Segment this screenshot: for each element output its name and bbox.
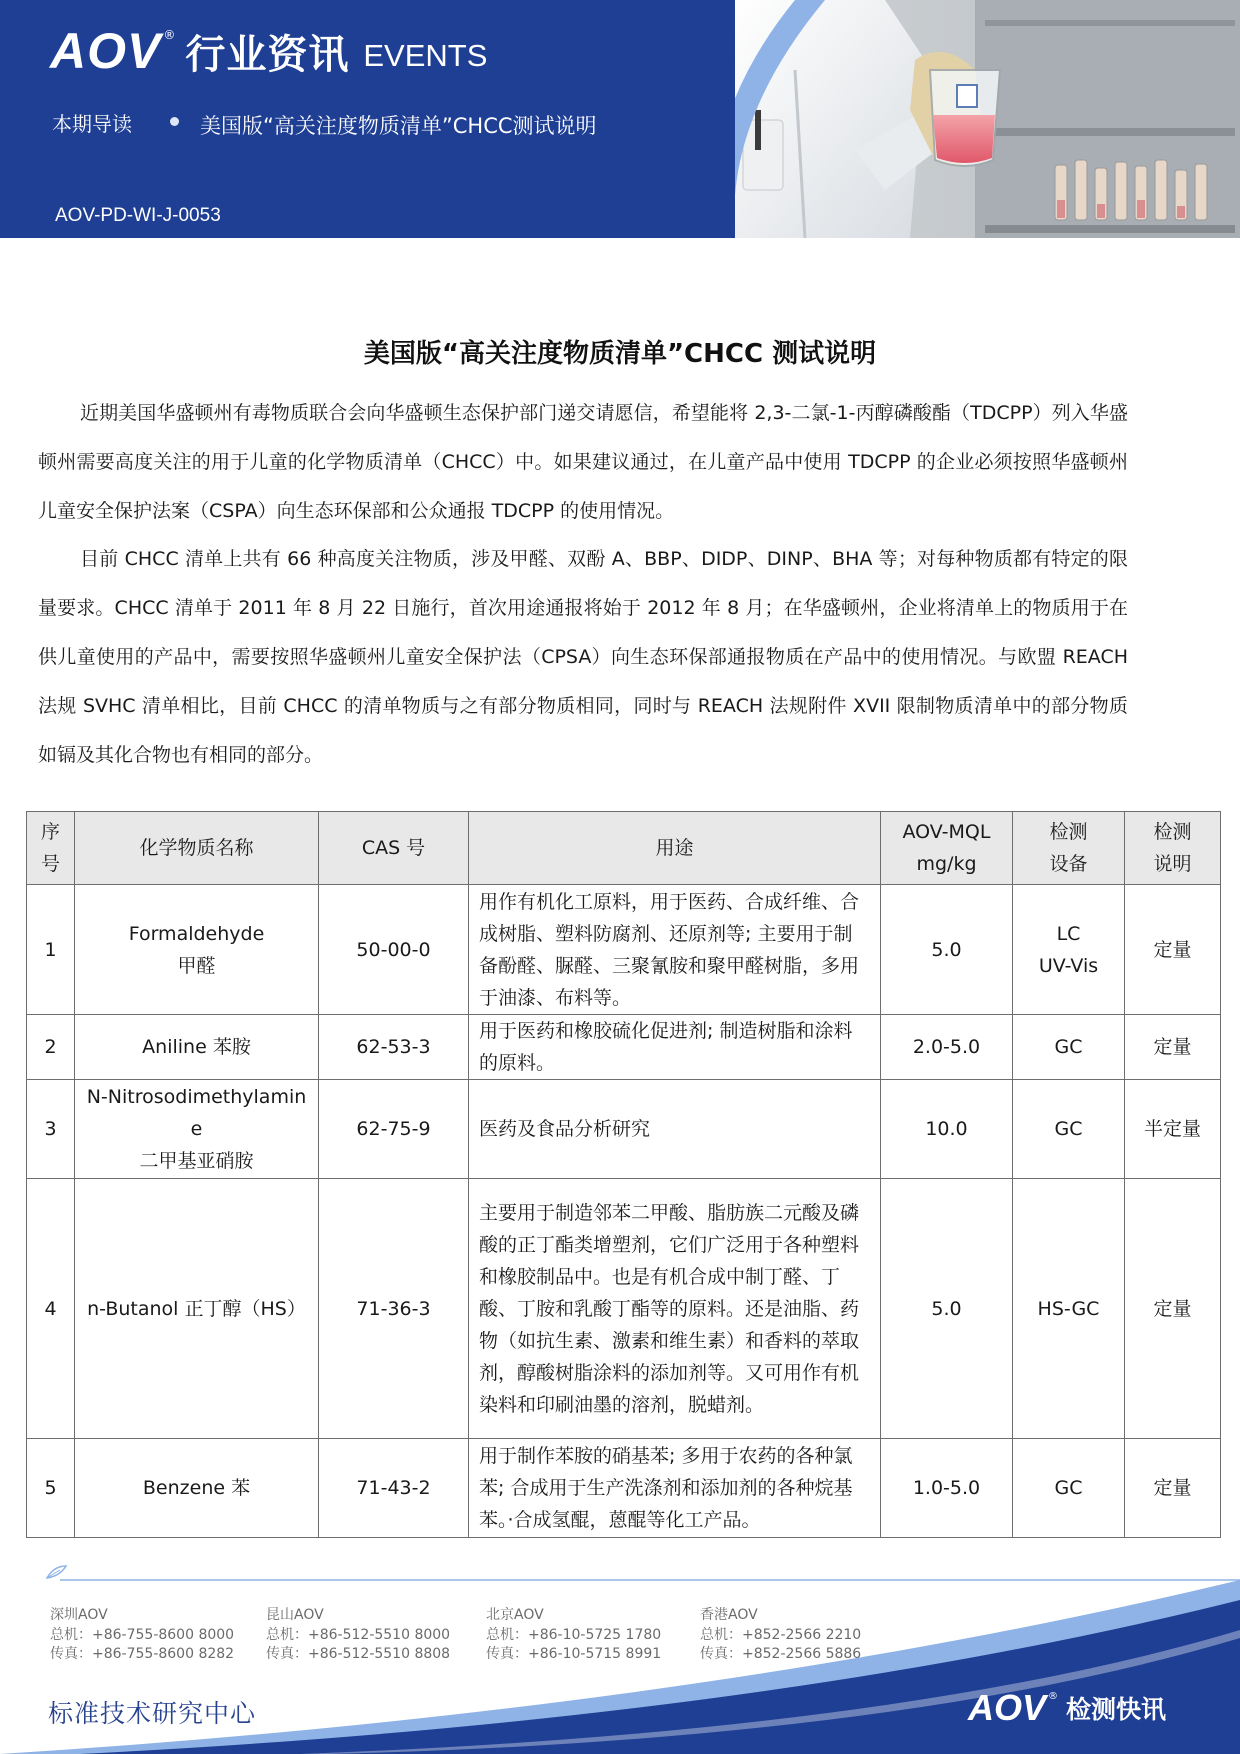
- office-fax: 传真：+86-512-5510 8808: [266, 1646, 451, 1662]
- row-name: [75, 885, 319, 1015]
- table-row: [27, 1179, 1221, 1439]
- substance-table: [26, 811, 1221, 1538]
- office-phone: 总机：+86-10-5725 1780: [486, 1626, 662, 1643]
- row-device-line1: LC: [1056, 922, 1081, 945]
- row-no: 5: [27, 1439, 75, 1538]
- row-note: 定量: [1125, 885, 1221, 1015]
- bullet-icon: [170, 117, 179, 126]
- office-fax: 传真：+86-755-8600 8282: [50, 1646, 235, 1662]
- article-paragraph-1: 近期美国华盛顿州有毒物质联合会向华盛顿生态保护部门递交请愿信，希望能将 2,3-二氯-1-丙醇磷酸酯（TDCPP）列入华盛顿州需要高度关注的用于儿童的化学物质清单（CHCC）中。如果建议通过，在儿童产品中使用 TDCPP 的企业必须按照华盛顿州儿童安全保护法案（CSPA）向生态环保部和公众通报 TDCPP 的使用情况。: [38, 402, 1128, 522]
- row-name: Benzene 苯: [75, 1439, 319, 1538]
- header-banner: [0, 0, 1240, 238]
- row-device-line2: UV-Vis: [1038, 954, 1099, 977]
- row-no: 3: [27, 1080, 75, 1179]
- registered-mark: ®: [163, 28, 176, 42]
- article-title: 美国版“高关注度物质清单”CHCC 测试说明: [363, 339, 877, 369]
- footer-registered-mark: ®: [1048, 1690, 1059, 1702]
- row-name: [75, 1080, 319, 1179]
- lead-item: 美国版“高关注度物质清单”CHCC测试说明: [200, 114, 597, 138]
- header-note: [1125, 812, 1221, 885]
- lead-label: 本期导读: [52, 112, 132, 136]
- row-name-line3: 二甲基亚硝胺: [139, 1150, 254, 1172]
- office-fax: 传真：+86-10-5715 8991: [486, 1646, 662, 1662]
- row-cas: 50-00-0: [319, 885, 469, 1015]
- header-mql-line2: mg/kg: [916, 853, 977, 875]
- row-device: HS-GC: [1013, 1179, 1125, 1439]
- row-name-line2: e: [190, 1118, 203, 1140]
- header-name: 化学物质名称: [75, 812, 319, 885]
- row-mql: 1.0-5.0: [881, 1439, 1013, 1538]
- footer-aov-logo-mark: AOV: [968, 1687, 1047, 1728]
- office-hongkong: [700, 1606, 861, 1665]
- lab-photo: [735, 0, 1240, 238]
- table-row: [27, 1080, 1221, 1179]
- row-cas: 62-53-3: [319, 1015, 469, 1080]
- header-device: [1013, 812, 1125, 885]
- row-use: 主要用于制造邻苯二甲酸、脂肪族二元酸及磷酸的正丁酯类增塑剂，它们广泛用于各种塑料和橡胶制品中。也是有机合成中制丁醛、丁酸、丁胺和乳酸丁酯等的原料。还是油脂、药物（如抗生素、激素和维生素）和香料的萃取剂，醇酸树脂涂料的添加剂等。又可用作有机染料和印刷油墨的溶剂，脱蜡剂。: [469, 1179, 881, 1439]
- row-name-line1: Formaldehyde: [128, 922, 265, 945]
- office-phone: 总机：+852-2566 2210: [700, 1626, 862, 1643]
- table-row: [27, 1015, 1221, 1080]
- row-note: 定量: [1125, 1179, 1221, 1439]
- header-device-line1: 检测: [1049, 821, 1088, 843]
- row-device: GC: [1013, 1015, 1125, 1080]
- footer-center-name: 标准技术研究中心: [48, 1699, 257, 1728]
- row-mql: 10.0: [881, 1080, 1013, 1179]
- header-logo: [50, 23, 488, 79]
- header-no-line1: 序: [40, 821, 60, 843]
- row-cas: 71-36-3: [319, 1179, 469, 1439]
- row-mql: 5.0: [881, 1179, 1013, 1439]
- header-cas: CAS 号: [319, 812, 469, 885]
- office-kunshan: [266, 1606, 450, 1665]
- row-mql: 2.0-5.0: [881, 1015, 1013, 1080]
- lab-photo-illustration: [735, 0, 1240, 238]
- office-phone: 总机：+86-512-5510 8000: [266, 1626, 451, 1643]
- row-use: 用作有机化工原料，用于医药、合成纤维、合成树脂、塑料防腐剂、还原剂等; 主要用于制备酚醛、脲醛、三聚氰胺和聚甲醛树脂，多用于油漆、布料等。: [469, 885, 881, 1015]
- table-header-row: [27, 812, 1221, 885]
- row-use: 用于医药和橡胶硫化促进剂; 制造树脂和涂料的原料。: [469, 1015, 881, 1080]
- table-row: [27, 885, 1221, 1015]
- header-no-line2: 号: [40, 853, 60, 875]
- footer-logo: [968, 1688, 1166, 1728]
- row-name-line1: N-Nitrosodimethylamin: [86, 1086, 307, 1108]
- row-use: 医药及食品分析研究: [469, 1080, 881, 1179]
- row-name-line2: 甲醛: [177, 954, 216, 977]
- row-no: 1: [27, 885, 75, 1015]
- header-mql: [881, 812, 1013, 885]
- header-use: 用途: [469, 812, 881, 885]
- office-phone: 总机：+86-755-8600 8000: [50, 1626, 235, 1643]
- logo-english-title: EVENTS: [363, 38, 488, 73]
- header-no: [27, 812, 75, 885]
- row-no: 2: [27, 1015, 75, 1080]
- header-note-line2: 说明: [1153, 853, 1192, 875]
- logo-chinese-title: 行业资讯: [185, 31, 350, 78]
- office-fax: 传真：+852-2566 5886: [700, 1646, 862, 1662]
- row-note: 定量: [1125, 1015, 1221, 1080]
- row-device: [1013, 885, 1125, 1015]
- footer-logo-chinese: 检测快讯: [1066, 1695, 1167, 1724]
- office-name: 昆山AOV: [266, 1607, 324, 1623]
- row-use: 用于制作苯胺的硝基苯; 多用于农药的各种氯苯; 合成用于生产洗涤剂和添加剂的各种烷基苯。·合成氢醌，蒽醌等化工产品。: [469, 1439, 881, 1538]
- header-mql-line1: AOV-MQL: [902, 821, 991, 843]
- row-name: n-Butanol 正丁醇（HS）: [75, 1179, 319, 1439]
- office-name: 北京AOV: [486, 1607, 544, 1623]
- table-row: [27, 1439, 1221, 1538]
- office-beijing: [486, 1606, 661, 1665]
- row-cas: 71-43-2: [319, 1439, 469, 1538]
- row-note: 半定量: [1125, 1080, 1221, 1179]
- article-paragraph-2: 目前 CHCC 清单上共有 66 种高度关注物质，涉及甲醛、双酚 A、BBP、DIDP、DINP、BHA 等；对每种物质都有特定的限量要求。CHCC 清单于 2011 年 8 月 22 日施行，首次用途通报将始于 2012 年 8 月；在华盛顿州，企业将清单上的物质用于在供儿童使用的产品中，需要按照华盛顿州儿童安全保护法（CPSA）向生态环保部通报物质在产品中的使用情况。与欧盟 REACH 法规 SVHC 清单相比，目前 CHCC 的清单物质与之有部分物质相同，同时与 REACH 法规附件 XVII 限制物质清单中的部分物质如镉及其化合物也有相同的部分。: [38, 548, 1128, 766]
- row-no: 4: [27, 1179, 75, 1439]
- aov-logo-mark: AOV: [50, 23, 162, 79]
- row-note: 定量: [1125, 1439, 1221, 1538]
- leaf-icon: [46, 1564, 68, 1580]
- row-name: Aniline 苯胺: [75, 1015, 319, 1080]
- row-cas: 62-75-9: [319, 1080, 469, 1179]
- office-name: 香港AOV: [700, 1607, 758, 1623]
- office-shenzhen: [50, 1606, 234, 1665]
- row-device: GC: [1013, 1439, 1125, 1538]
- office-name: 深圳AOV: [50, 1607, 108, 1623]
- document-code: AOV-PD-WI-J-0053: [55, 205, 221, 226]
- header-note-line1: 检测: [1153, 821, 1192, 843]
- header-device-line2: 设备: [1049, 853, 1088, 875]
- row-device: GC: [1013, 1080, 1125, 1179]
- row-mql: 5.0: [881, 885, 1013, 1015]
